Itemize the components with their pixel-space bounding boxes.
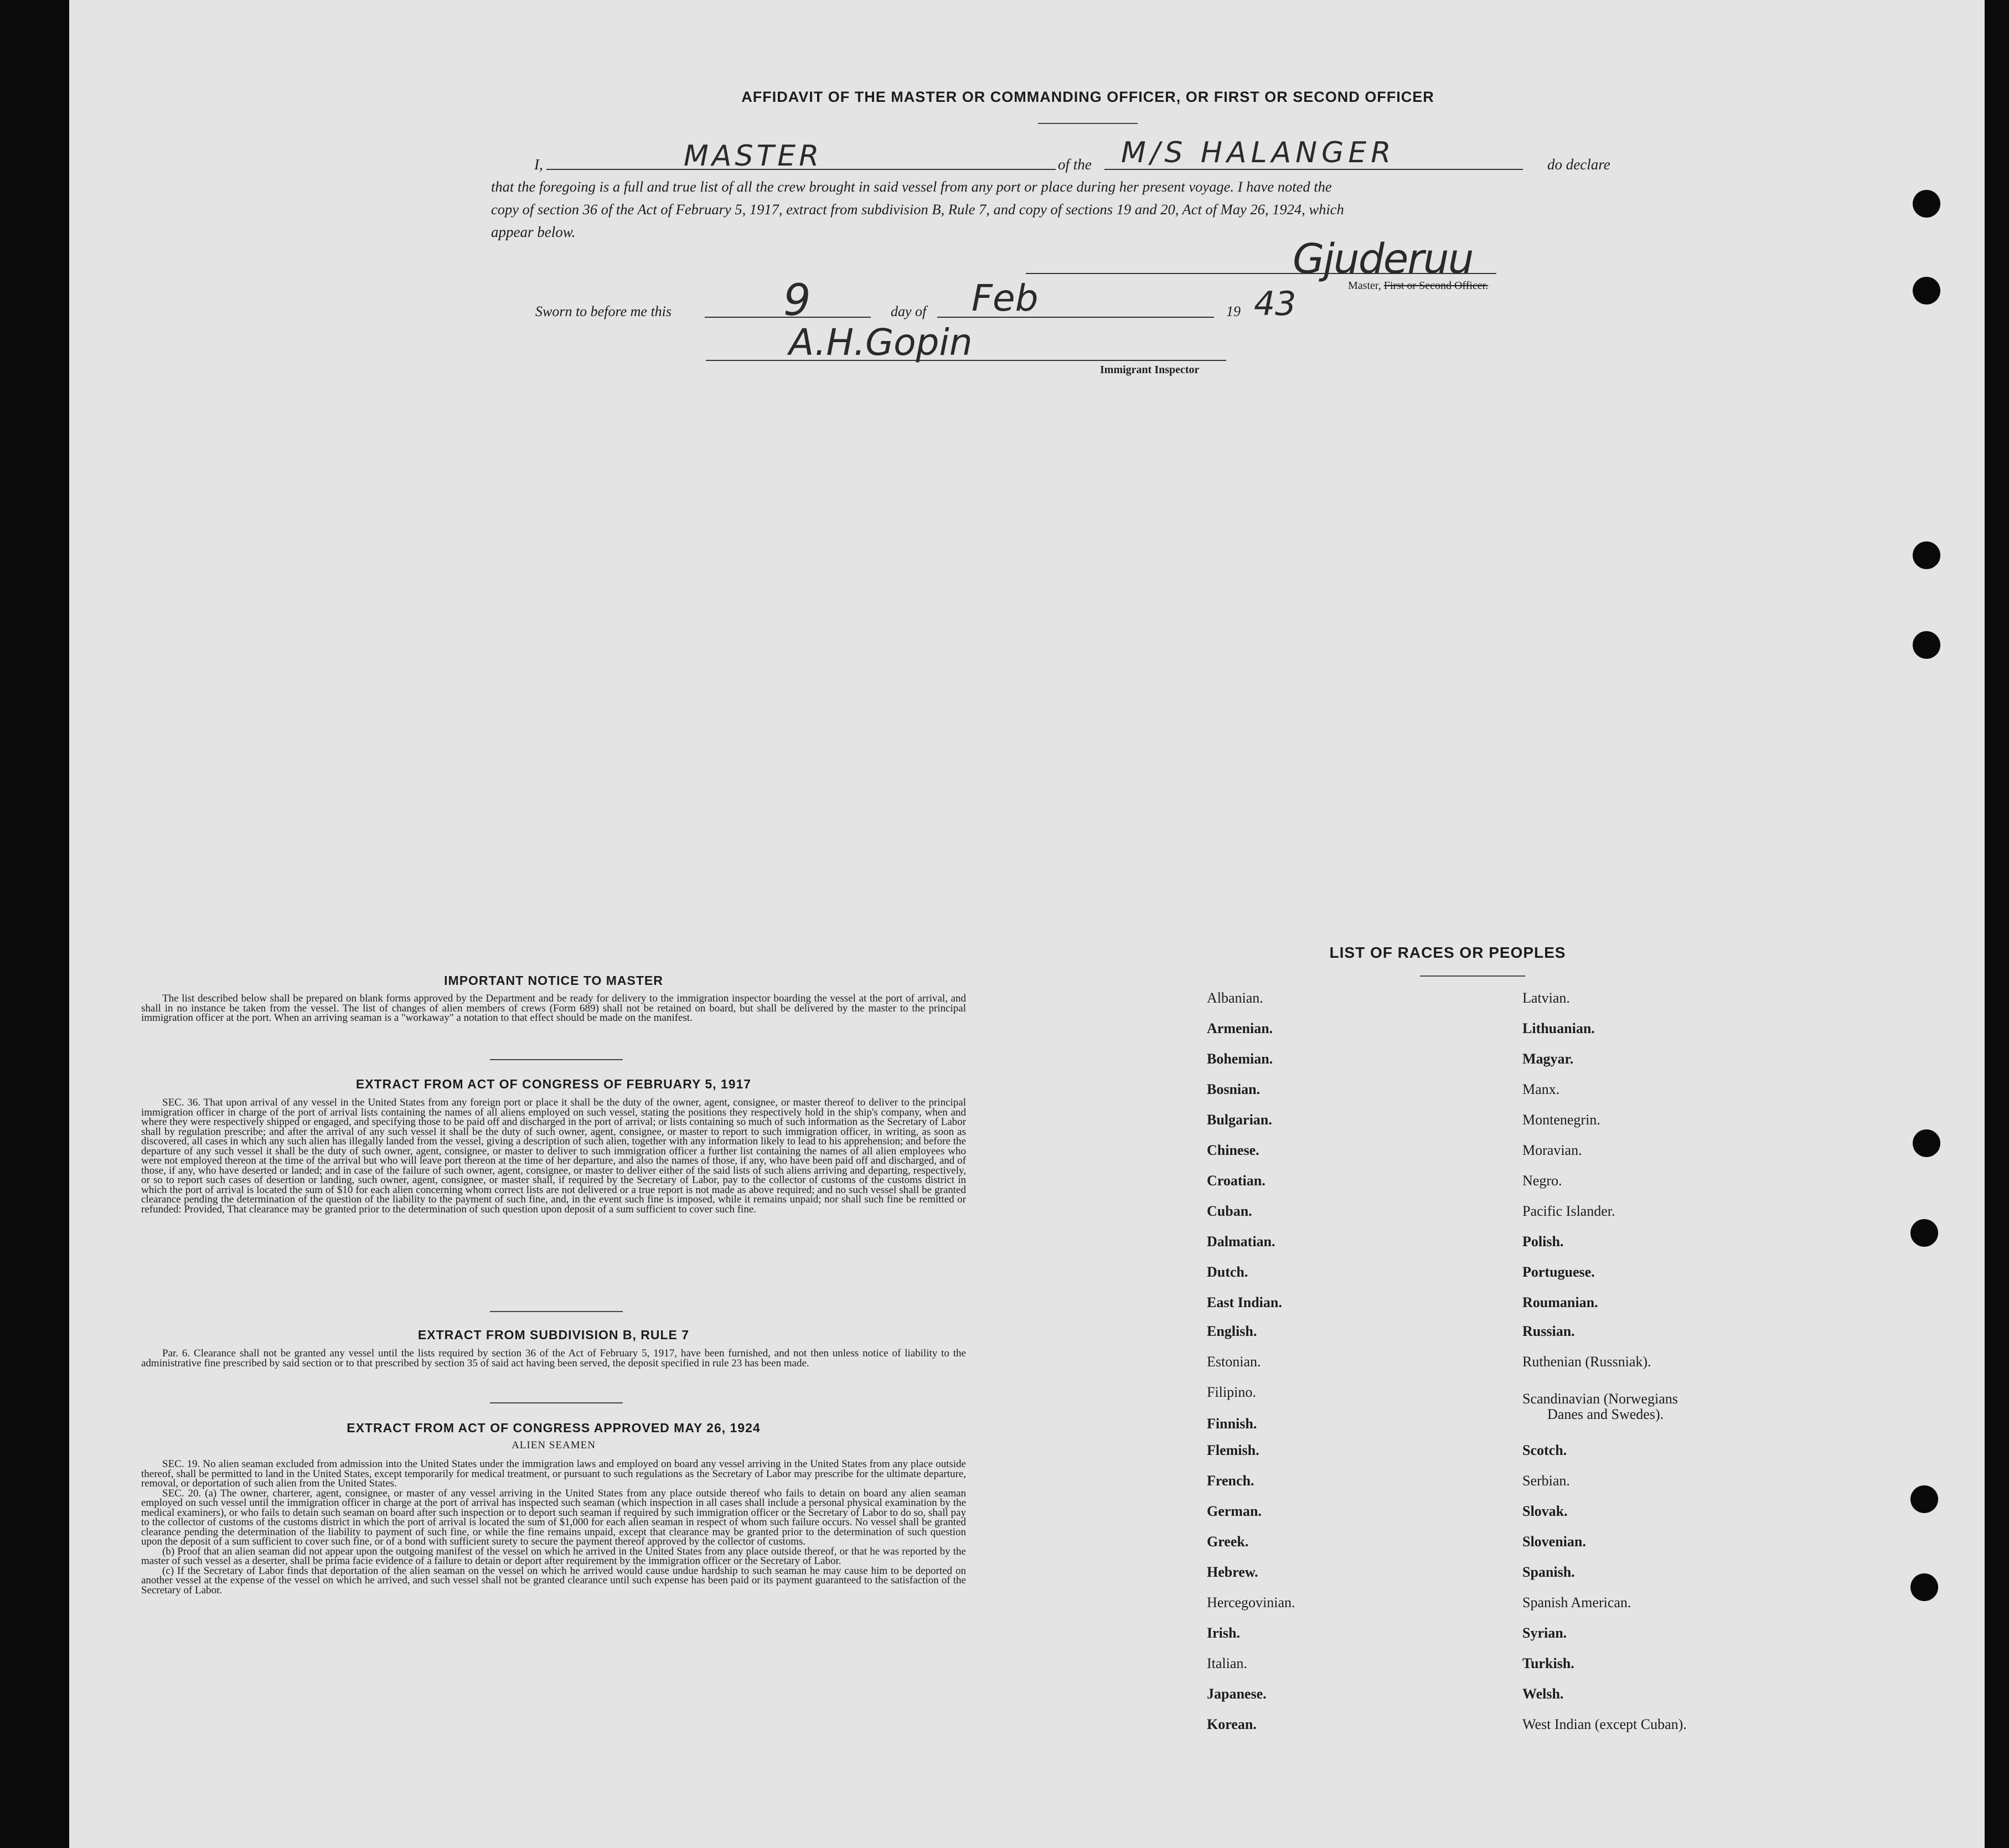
race-item: Lithuanian. [1522,1020,1595,1036]
month-written: Feb [972,277,1039,319]
race-item: Cuban. [1207,1203,1252,1219]
race-item: Hebrew. [1207,1564,1258,1580]
race-item: Spanish. [1522,1564,1575,1580]
affidavit-title: AFFIDAVIT OF THE MASTER OR COMMANDING OFFICER, OR FIRST OR SECOND OFFICER [741,89,1434,105]
race-item: Albanian. [1207,990,1263,1006]
sec-20c-paragraph: (c) If the Secretary of Labor finds that deportation of the alien seaman on the vessel on which he arrived would cause undue hardship to such seaman he may cause him to be deported on another vessel at the expense of the vessel on which he arrived, and such vessel shall not be granted clearance until such expense has been paid or its payment guaranteed to the satisfaction of the Secretary of Labor. [141,1565,966,1596]
race-item: Roumanian. [1522,1294,1598,1310]
divider [1038,123,1138,124]
races-title: LIST OF RACES OR PEOPLES [1329,944,1566,961]
race-item: Hercegovinian. [1207,1594,1295,1610]
punch-hole [1913,1129,1940,1157]
race-item: Portuguese. [1522,1264,1595,1280]
extract-1917-text [141,1098,966,1214]
race-item: Armenian. [1207,1020,1273,1036]
race-item: Bohemian. [1207,1051,1273,1067]
declare-label: do declare [1547,156,1610,173]
notice-title: IMPORTANT NOTICE TO MASTER [444,973,663,988]
race-item: Croatian. [1207,1173,1266,1189]
race-item: Syrian. [1522,1625,1567,1641]
race-item: Italian. [1207,1655,1247,1671]
statement-line: appear below. [491,224,576,240]
punch-hole [1913,277,1940,304]
race-item: Slovak. [1522,1503,1568,1519]
race-item: Turkish. [1522,1655,1574,1671]
race-item: Chinese. [1207,1142,1259,1158]
of-the-label: of the [1058,156,1092,173]
sec-20a-paragraph: SEC. 20. (a) The owner, charterer, agent, consignee, or master of any vessel arriving in the United States from any place outside thereof who fails to detain on board any alien seaman employed on such vessel until the immigration officer in charge at the port of arrival has inspected such seaman (which inspection in all cases shall include a personal physical examination by the medical examiners), or who fails to detain such seaman on board after such inspection or to deport such seaman if required by such immigration officer or the Secretary of Labor to do so, shall pay to the collector of customs of the customs district in which the port of arrival is located the sum of $1,000 for each alien seaman in respect of whom such failure occurs. No vessel shall be granted clearance pending the determination of the liability to payment of such fine, or while the fine remains unpaid, except that clearance may be granted prior to the determination of such question upon the deposit of a sum sufficient to cover such fine, or of a bond with sufficient surety to secure the payment thereof approved by the collector of customs. [141,1487,966,1547]
race-item: Danes and Swedes). [1547,1406,1664,1422]
race-item: East Indian. [1207,1294,1282,1310]
vessel-written: M/S HALANGER [1121,136,1396,169]
race-item: Dalmatian. [1207,1233,1275,1250]
race-item: Flemish. [1207,1442,1259,1458]
race-item: Slovenian. [1522,1534,1586,1550]
i-label: I, [534,156,543,173]
divider [1420,975,1525,977]
master-signature: Gjuderuu [1293,235,1473,283]
struck-officer-label: First or Second Officer. [1383,280,1489,292]
par-6-paragraph: Par. 6. Clearance shall not be granted any vessel until the lists required by section 36 of the Act of February 5, 1917, have been furnished, and not then unless notice of liability to the administrative fine prescribed by said section or to that prescribed by section 35 of said act having been served, the deposit specified in rule 23 has been made. [141,1348,966,1369]
race-item: Japanese. [1207,1686,1267,1702]
notice-text [141,994,966,1023]
race-item: Welsh. [1522,1686,1564,1702]
race-item: Bosnian. [1207,1081,1261,1097]
inspector-label: Immigrant Inspector [1100,364,1200,376]
statement-line: that the foregoing is a full and true list of all the crew brought in said vessel from any port or place during her present voyage. I have noted the [491,178,1332,195]
race-item: Montenegrin. [1522,1112,1600,1128]
race-item: Irish. [1207,1625,1240,1641]
day-written: 9 [783,276,811,326]
race-item: Magyar. [1522,1051,1574,1067]
race-item: Filipino. [1207,1384,1256,1400]
race-item: Moravian. [1522,1142,1582,1158]
punch-hole [1913,631,1940,659]
race-item: Russian. [1522,1323,1575,1339]
race-item: Pacific Islander. [1522,1203,1615,1219]
master-label-group [1348,280,1488,292]
race-item: Serbian. [1522,1473,1570,1489]
year-prefix: 19 [1226,303,1241,319]
race-item: Dutch. [1207,1264,1248,1280]
sworn-label: Sworn to before me this [535,303,672,319]
race-item: Latvian. [1522,990,1570,1006]
sec-36-paragraph: SEC. 36. That upon arrival of any vessel in the United States from any foreign port or place it shall be the duty of the owner, agent, consignee, or master thereof to deliver to the principal immigration officer in charge of the port of arrival lists containing the names of all aliens employed on such vessel, stating the positions they respectively hold in the ship's company, when and where they were respectively shipped or engaged, and specifying those to be paid off and discharged in the port of arrival; or lists containing so much of such information as the Secretary of Labor shall by regulation prescribe; and after the arrival of any such vessel it shall be the duty of such owner, agent, consignee, or master to report to such immigration officer, in writing, as soon as discovered, all cases in which any such alien has illegally landed from the vessel, giving a description of such alien, together with any information likely to lead to his apprehension; and before the departure of any such vessel it shall be the duty of such owner, agent, consignee, or master to deliver to such immigration officer a further list containing the names of all alien employees who were not employed thereon at the time of the arrival but who will leave port thereon at the time of her departure, and also the names of those, if any, who have been paid off and discharged, and of those, if any, who have deserted or landed; and in case of the failure of such owner, agent, consignee, or master to deliver either of the said lists of such aliens arriving and departing, respectively, or so to report such cases of desertion or landing, such owner, agent, consignee, or master shall, if required by the Secretary of Labor, pay to the collector of customs of the customs district in which the port of arrival is located the sum of $10 for each alien concerning whom correct lists are not delivered or a true report is not made as above required; and no such vessel shall be granted clearance pending the determination of the question of the liability to the payment of such fine, and, in the event such fine is imposed, while it remains unpaid; nor shall such fine be remitted or refunded: Provided, That clearance may be granted prior to the determination of such question upon deposit of a sum sufficient to cover such fine. [141,1097,966,1215]
notice-paragraph: The list described below shall be prepared on blank forms approved by the Department and be ready for delivery to the immigration inspector boarding the vessel at the port of arrival, and shall in no instance be taken from the vessel. The list of changes of alien members of crews (Form 689) shall not be retained on board, but shall be delivered by the master to the principal immigration officer at the port. When an arriving seaman is a "workaway" a notation to that effect should be made on the manifest. [141,993,966,1024]
punch-hole [1913,541,1940,569]
race-item: French. [1207,1473,1254,1489]
day-of-label: day of [891,303,927,319]
divider [490,1059,623,1060]
race-item: German. [1207,1503,1262,1519]
punch-hole [1910,1219,1938,1247]
divider [490,1311,623,1312]
punch-hole [1910,1485,1938,1513]
document-sheet [69,0,1985,1848]
race-item: Scotch. [1522,1442,1567,1458]
punch-hole [1913,190,1940,218]
master-label: Master, [1348,280,1381,292]
race-item: Finnish. [1207,1416,1257,1432]
race-item: West Indian (except Cuban). [1522,1716,1687,1732]
race-item: Greek. [1207,1534,1249,1550]
race-item: Bulgarian. [1207,1112,1272,1128]
extract-rule7-title: EXTRACT FROM SUBDIVISION B, RULE 7 [417,1328,690,1342]
extract-rule7-text [141,1349,966,1368]
sec-20b-paragraph: (b) Proof that an alien seaman did not appear upon the outgoing manifest of the vessel on which he arrived in the United States from any place outside thereof, or that he was reported by the master of such vessel as a deserter, shall be prima facie evidence of a failure to detain or deport after requirement by the immigration officer or the Secretary of Labor. [141,1545,966,1567]
race-item: Estonian. [1207,1354,1261,1370]
officer-written: MASTER [684,140,823,173]
sec-19-paragraph: SEC. 19. No alien seaman excluded from admission into the United States under the immigration laws and employed on board any vessel arriving in the United States from any place outside thereof, shall be permitted to land in the United States, except temporarily for medical treatment, or pursuant to such regulations as the Secretary of Labor may prescribe for the ultimate departure, removal, or deportation of such alien from the United States. [141,1458,966,1489]
punch-hole [1910,1573,1938,1601]
race-item: Korean. [1207,1716,1257,1732]
race-item: Spanish American. [1522,1594,1631,1610]
year-written: 43 [1254,285,1297,323]
extract-1924-subtitle: ALIEN SEAMEN [512,1439,596,1451]
race-item: Negro. [1522,1173,1562,1189]
statement-line: copy of section 36 of the Act of February 5, 1917, extract from subdivision B, Rule 7, and copy of sections 19 and 20, Act of May 26, 1924, which [491,201,1344,218]
race-item: Ruthenian (Russniak). [1522,1354,1651,1370]
divider [490,1402,623,1403]
extract-1924-text [141,1459,966,1595]
race-item: Scandinavian (Norwegians [1522,1391,1678,1407]
race-item: English. [1207,1323,1257,1339]
race-item: Manx. [1522,1081,1560,1097]
race-item: Polish. [1522,1233,1564,1250]
extract-1924-title: EXTRACT FROM ACT OF CONGRESS APPROVED MAY 26, 1924 [347,1421,761,1435]
extract-1917-title: EXTRACT FROM ACT OF CONGRESS OF FEBRUARY 5, 1917 [355,1077,752,1091]
inspector-signature: A.H.Gopin [789,321,973,364]
